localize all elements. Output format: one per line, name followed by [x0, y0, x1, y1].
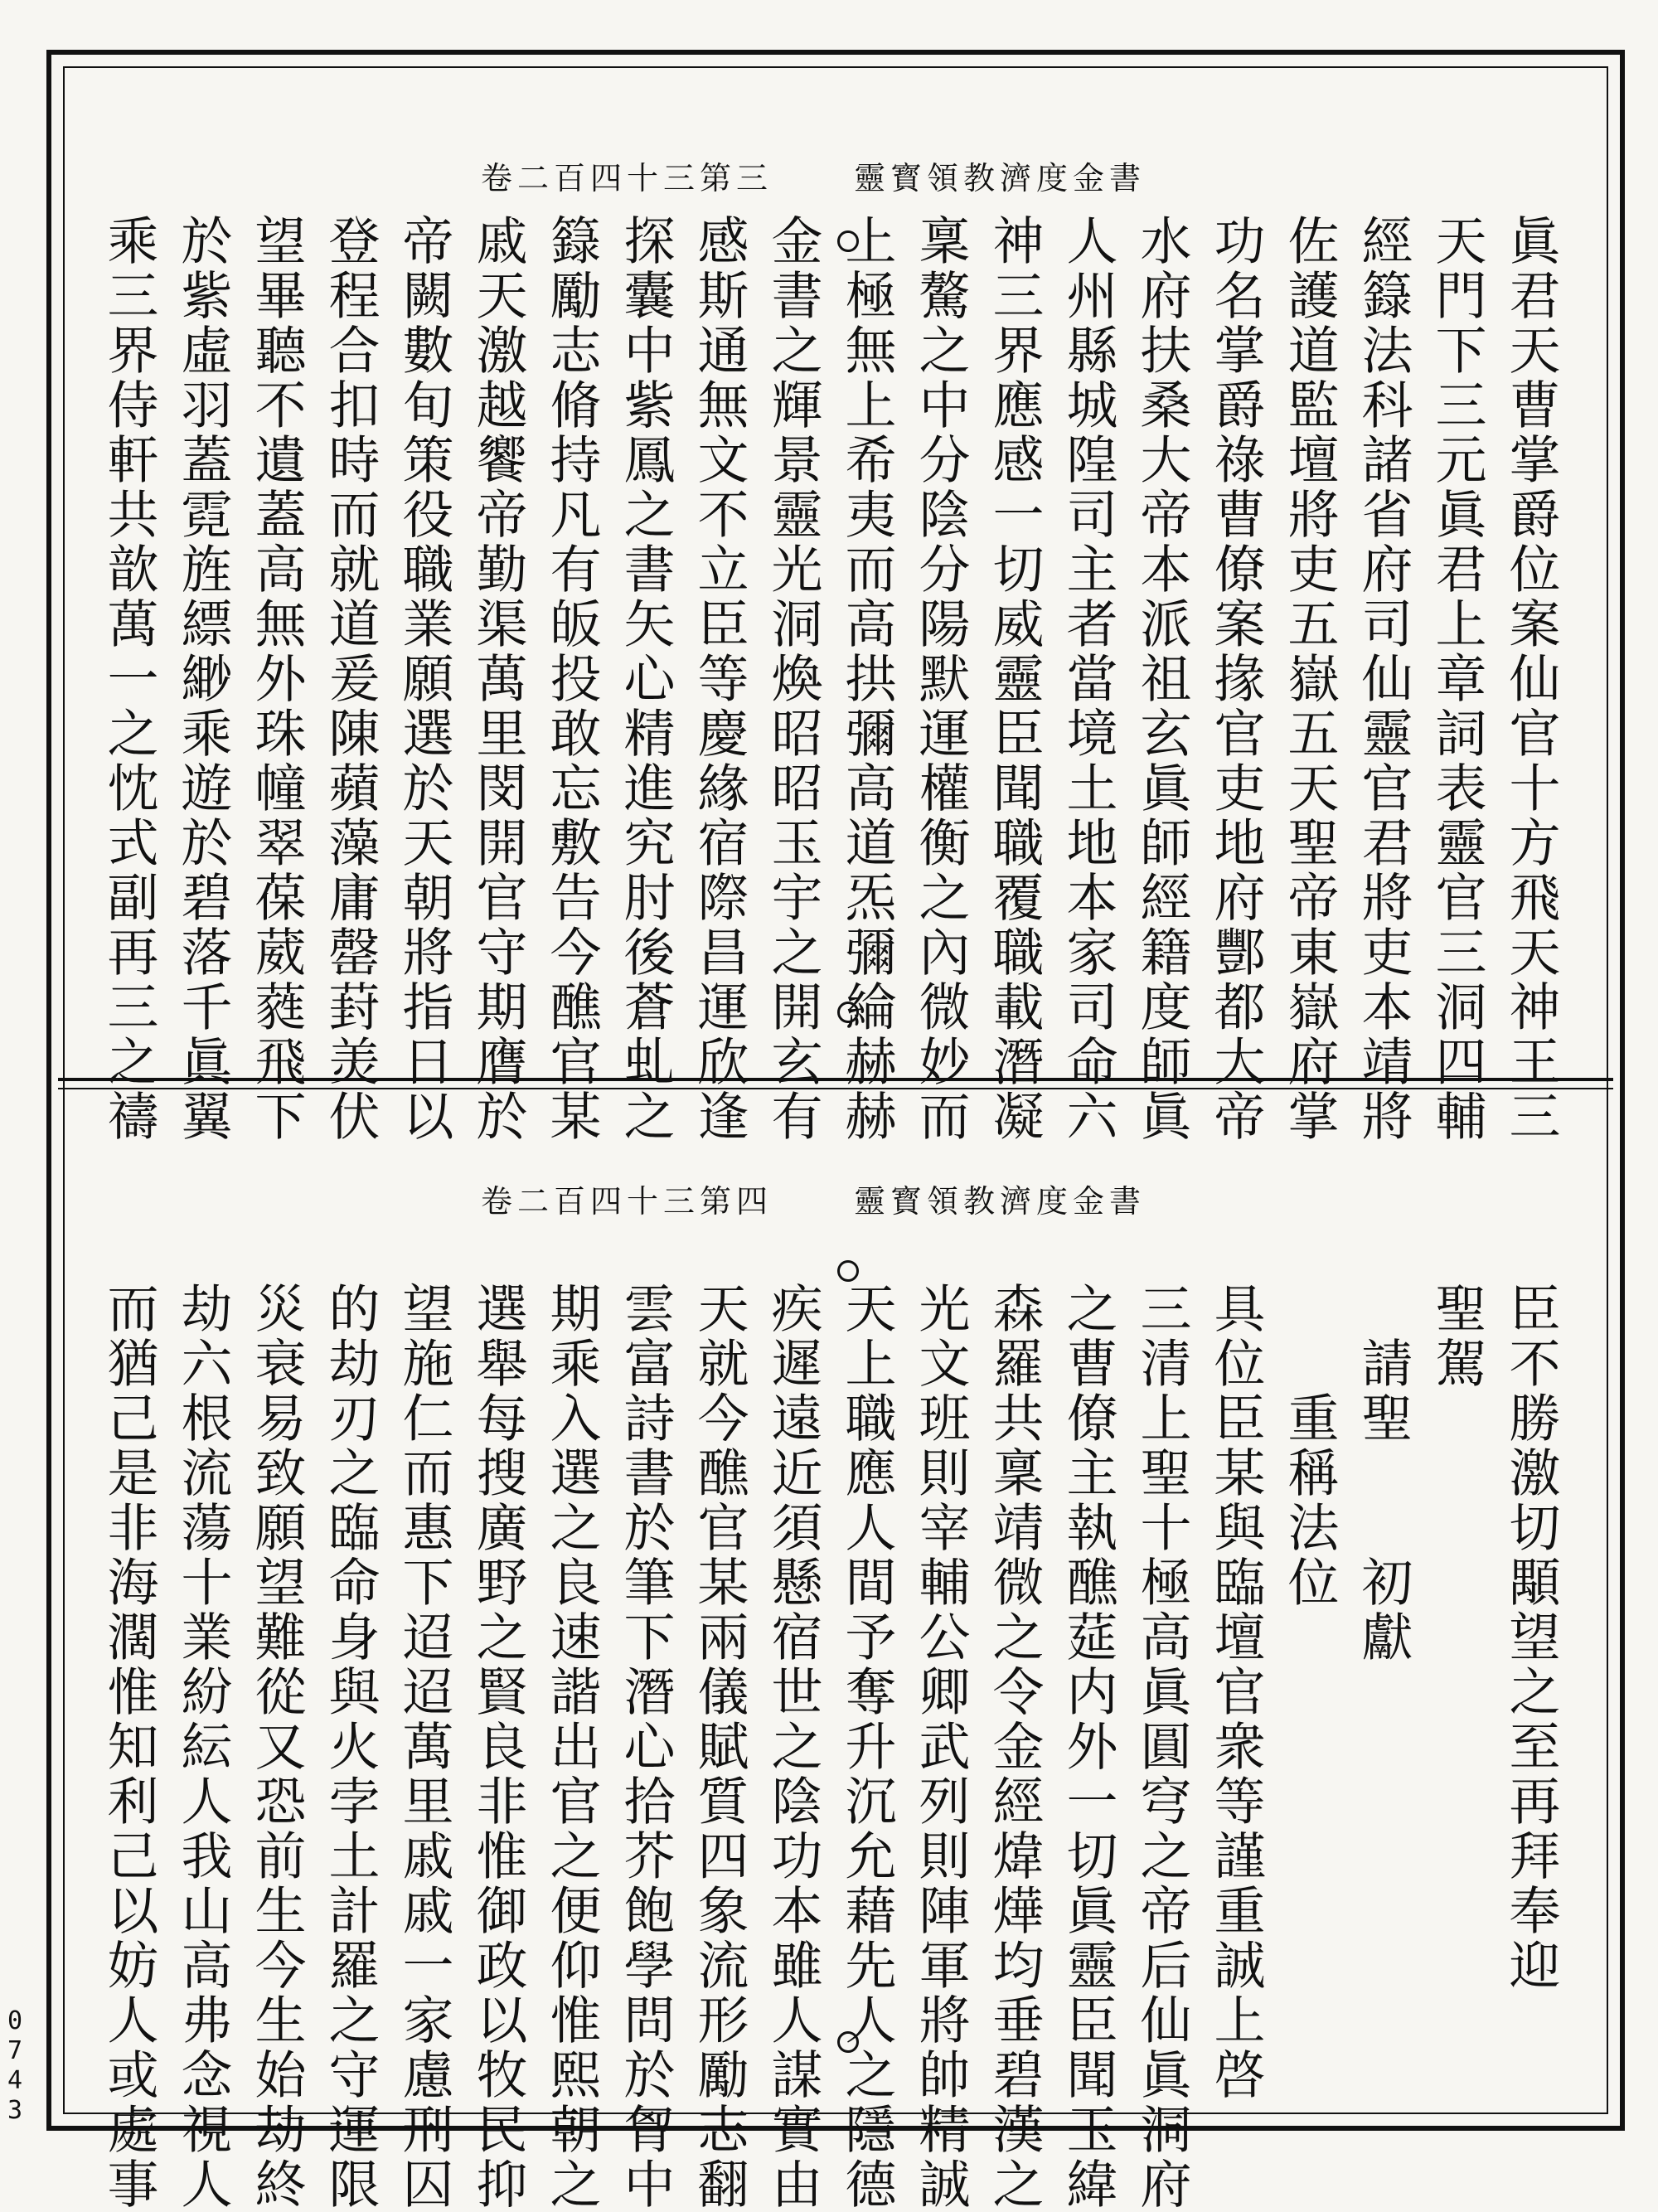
top-header-volume: 卷二百四十三第三 — [481, 160, 773, 196]
text-column: 稟驁之中分陰分陽默運權衡之內微妙而 — [910, 214, 971, 1144]
text-column: 眞君天曹掌爵位案仙官十方飛天神王三 — [1500, 214, 1561, 1144]
text-column: 光文班則宰輔公卿武列則陣軍將帥精誠 — [910, 1282, 971, 2212]
text-column: 於紫虛羽蓋霓旌縹緲乘遊於碧落千眞翼 — [172, 214, 233, 1144]
text-column: 聖駕 — [1427, 1282, 1487, 1391]
text-column: 雲富詩書於筆下潛心拾芥飽學問於胷中 — [615, 1282, 676, 2212]
text-column: 望畢聽不遺蓋高無外珠幢翠葆葳蕤飛下 — [246, 214, 307, 1144]
text-column: 戚天激越饗帝勤渠萬里閔開官守期膺於 — [468, 214, 528, 1144]
page-number-digit: 4 — [7, 2066, 23, 2095]
text-column: 天就今醮官某兩儀賦質四象流形勵志翻 — [689, 1282, 749, 2212]
text-column: 登程合扣時而就道爰陳蘋藻庸罄葑羙伏 — [320, 214, 381, 1144]
text-column: 三清上聖十極高眞圓穹之帝后仙眞洞府 — [1132, 1282, 1192, 2212]
text-column: 帝闕數旬策役職業願選於天朝將指日以 — [394, 214, 454, 1144]
text-column: 上極無上希夷而高拱彌高道炁彌綸赫赫 — [836, 214, 897, 1144]
text-column: 佐護道監壇將吏五嶽五天聖帝東嶽府掌 — [1279, 214, 1340, 1144]
bottom-text-panel — [0, 1089, 1658, 2212]
text-column: 神三界應感一切威靈臣聞職覆職載潛凝 — [984, 214, 1045, 1144]
text-column: 請聖 初獻 — [1353, 1282, 1413, 1665]
text-column: 感斯通無文不立臣等慶緣宿際昌運欣逢 — [689, 214, 749, 1144]
text-column: 天上職應人間予奪升沉允藉先人之隱德 — [836, 1282, 897, 2212]
text-column: 而猶己是非海濶惟知利己以妨人或處事 — [99, 1282, 159, 2212]
text-column: 具位臣某與臨壇官衆等謹重誠上啓 — [1205, 1282, 1266, 2103]
text-column: 臣不勝激切顒望之至再拜奉迎 — [1500, 1282, 1561, 1993]
bottom-text-columns — [0, 1282, 1658, 2212]
text-column: 期乘入選之良速諧出官之便仰惟熙朝之 — [541, 1282, 602, 2212]
page-number-digit: 0 — [7, 2006, 23, 2035]
text-column: 疾遲遠近須懸宿世之陰功本雖人謀實由 — [763, 1282, 823, 2212]
punctuation-circle — [837, 2031, 859, 2053]
text-column: 災衰易致願望難從又恐前生今生始劫終 — [246, 1282, 307, 2212]
text-column: 森羅共稟靖微之令金經煒燁均垂碧漢之 — [984, 1282, 1045, 2212]
bottom-header-title: 靈寳領教濟度金書 — [854, 1183, 1147, 1220]
text-column: 乘三界侍軒共歆萬一之忱式副再三之禱 — [99, 214, 159, 1144]
text-column: 重稱法位 — [1279, 1282, 1340, 1610]
bottom-header-volume: 卷二百四十三第四 — [481, 1183, 773, 1220]
text-column: 的劫刃之臨命身與火孛土計羅之守運限 — [320, 1282, 381, 2212]
text-column: 選舉每搜廣野之賢良非惟御政以牧民抑 — [468, 1282, 528, 2212]
top-header-title: 靈寳領教濟度金書 — [854, 160, 1147, 196]
text-column: 望施仁而惠下迢迢萬里戚戚一家慮刑囚 — [394, 1282, 454, 2212]
punctuation-circle — [837, 230, 859, 252]
page-number-digit: 7 — [7, 2036, 23, 2065]
text-column: 劫六根流蕩十業紛紜人我山高弗念視人 — [172, 1282, 233, 2212]
punctuation-circle — [837, 1002, 859, 1023]
punctuation-circle — [837, 1260, 859, 1282]
text-column: 探囊中紫鳳之書矢心精進究肘後蒼虬之 — [615, 214, 676, 1144]
text-column: 人州縣城隍司主者當境土地本家司命六 — [1058, 214, 1118, 1144]
text-column: 水府扶桑大帝本派祖玄眞師經籍度師眞 — [1132, 214, 1192, 1144]
text-column: 功名掌爵祿曹僚案掾官吏地府酆都大帝 — [1205, 214, 1266, 1144]
page-number — [5, 2006, 25, 2126]
text-column: 金書之輝景靈光洞煥昭昭玉宇之開玄有 — [763, 214, 823, 1144]
top-text-columns — [0, 214, 1658, 1144]
text-column: 之曹僚主執醮莚内外一切眞靈臣聞玉緯 — [1058, 1282, 1118, 2212]
page-number-digit: 3 — [7, 2096, 23, 2125]
text-column: 籙勵志脩持凡有皈投敢忘敷告今醮官某 — [541, 214, 602, 1144]
text-column: 天門下三元眞君上章詞表靈官三洞四輔 — [1427, 214, 1487, 1144]
text-column: 經籙法科諸省府司仙靈官君將吏本靖將 — [1353, 214, 1413, 1144]
